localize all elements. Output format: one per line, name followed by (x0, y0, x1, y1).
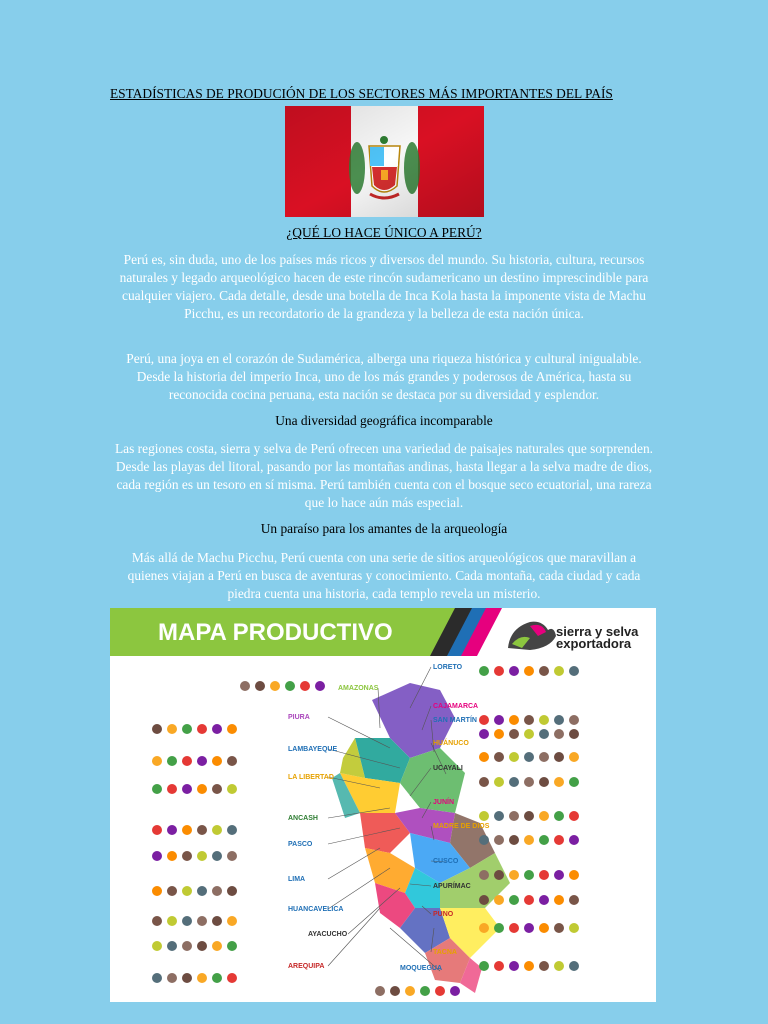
product-icon (182, 756, 192, 766)
geography-paragraph: Las regiones costa, sierra y selva de Perú ofrecen una variedad de paisajes naturales que sorprenden. Desde las playas del litoral, pasando por las montañas andinas, hasta llegar a la selva madre de dios, cada región es un tesoro en sí misma. Perú también cuenta con el bosque seco ecuatorial, una rareza que lo hace aún más especial. (114, 441, 653, 510)
region-label: JUNÍN (433, 799, 455, 806)
product-icon (569, 961, 579, 971)
product-icon (509, 666, 519, 676)
product-icon (167, 886, 177, 896)
product-icon (212, 784, 222, 794)
brand-line-2: exportadora (556, 636, 632, 651)
archaeology-paragraph: Más allá de Machu Picchu, Perú cuenta con una serie de sitios arqueológicos que maravillan a quienes viajan a Perú en busca de aventuras y conocimiento. Cada montaña, cada ciudad y cada piedra cuenta una historia, cada templo revela un misterio. (127, 550, 641, 601)
product-icon (167, 916, 177, 926)
product-icon (569, 923, 579, 933)
product-icon (182, 724, 192, 734)
product-icon (554, 811, 564, 821)
product-icon (479, 961, 489, 971)
product-icon (554, 777, 564, 787)
product-icon (524, 811, 534, 821)
product-icon (197, 851, 207, 861)
product-icon (479, 666, 489, 676)
region-label: APURÍMAC (433, 883, 471, 890)
product-icon (182, 916, 192, 926)
product-icon (539, 923, 549, 933)
product-icon (315, 681, 325, 691)
product-icon (300, 681, 310, 691)
product-icon (375, 986, 385, 996)
product-icon (212, 941, 222, 951)
product-icon (569, 811, 579, 821)
region-label: CUSCO (433, 858, 459, 865)
product-icon (197, 756, 207, 766)
product-icon (212, 825, 222, 835)
product-icon (524, 923, 534, 933)
product-icon (167, 784, 177, 794)
intro-paragraph-1: Perú es, sin duda, uno de los países más ricos y diversos del mundo. Su historia, cultura, recursos naturales y legado arqueológico hacen de este rincón sudamericano un destino imprescindible para cualquier viajero. Cada detalle, desde una botella de Inca Kola hasta la imponente vista de Machu Picchu, es un recordatorio de la grandeza y la belleza de esta nación única. (119, 252, 649, 321)
productive-map-image (110, 608, 656, 1002)
product-icon (152, 724, 162, 734)
region-label: AMAZONAS (338, 685, 379, 692)
product-icon (227, 756, 237, 766)
product-icon (494, 715, 504, 725)
product-icon (539, 777, 549, 787)
region-label: LA LIBERTAD (288, 774, 334, 781)
product-icon (479, 715, 489, 725)
product-icon (435, 986, 445, 996)
product-icon (167, 941, 177, 951)
product-icon (182, 784, 192, 794)
product-icon (167, 973, 177, 983)
product-icon (524, 729, 534, 739)
product-icon (167, 825, 177, 835)
product-icon (569, 870, 579, 880)
product-icon (227, 724, 237, 734)
region-label: CAJAMARCA (433, 703, 479, 710)
region-label: LIMA (288, 876, 306, 883)
product-icon (554, 752, 564, 762)
product-icon (227, 886, 237, 896)
product-icon (494, 811, 504, 821)
product-icon (554, 895, 564, 905)
product-icon (152, 886, 162, 896)
product-icon (152, 973, 162, 983)
page-title: ESTADÍSTICAS DE PRODUCIÓN DE LOS SECTORES MÁS IMPORTANTES DEL PAÍS (110, 86, 613, 101)
archaeology-heading: Un paraíso para los amantes de la arqueología (260, 521, 508, 536)
product-icon (554, 835, 564, 845)
product-icon (509, 715, 519, 725)
region-label: ANCASH (288, 815, 318, 822)
product-icon (212, 886, 222, 896)
region-label: MOQUEGUA (400, 965, 442, 972)
product-icon (152, 916, 162, 926)
product-icon (420, 986, 430, 996)
product-icon (240, 681, 250, 691)
product-icon (509, 961, 519, 971)
product-icon (524, 752, 534, 762)
product-icon (509, 811, 519, 821)
product-icon (212, 973, 222, 983)
section-subtitle: ¿QUÉ LO HACE ÚNICO A PERÚ? (286, 225, 482, 240)
product-icon (167, 851, 177, 861)
product-icon (524, 961, 534, 971)
product-icon (212, 756, 222, 766)
product-icon (227, 825, 237, 835)
product-icon (227, 784, 237, 794)
product-icon (152, 784, 162, 794)
product-icon (494, 923, 504, 933)
product-icon (479, 811, 489, 821)
region-label: SAN MARTÍN (433, 717, 477, 724)
product-icon (554, 715, 564, 725)
product-icon (450, 986, 460, 996)
product-icon (227, 973, 237, 983)
product-icon (524, 777, 534, 787)
product-icon (390, 986, 400, 996)
peru-flag-icon (285, 106, 484, 217)
product-icon (167, 756, 177, 766)
product-icon (479, 777, 489, 787)
product-icon (539, 729, 549, 739)
product-icon (197, 886, 207, 896)
product-icon (255, 681, 265, 691)
product-icon (167, 724, 177, 734)
product-icon (197, 825, 207, 835)
product-icon (182, 941, 192, 951)
product-icon (569, 666, 579, 676)
product-icon (554, 961, 564, 971)
product-icon (152, 941, 162, 951)
product-icon (539, 666, 549, 676)
product-icon (479, 835, 489, 845)
product-icon (494, 961, 504, 971)
region-label: LORETO (433, 664, 463, 671)
product-icon (494, 895, 504, 905)
intro-paragraph-2: Perú, una joya en el corazón de Sudamérica, alberga una riqueza histórica y cultural inigualable. Desde la historia del imperio Inca, uno de los más grandes y poderosos de América, hasta su reconocida cocina peruana, esta nación se destaca por su diversidad y esplendor. (126, 351, 642, 402)
brand-logo-icon (508, 622, 556, 650)
region-label: MADRE DE DIOS (433, 823, 490, 830)
product-icon (494, 752, 504, 762)
product-icon (524, 835, 534, 845)
product-icon (569, 777, 579, 787)
product-icon (182, 973, 192, 983)
product-icon (479, 870, 489, 880)
product-icon (569, 715, 579, 725)
product-icon (509, 835, 519, 845)
product-icon (405, 986, 415, 996)
product-icon (539, 715, 549, 725)
product-icon (539, 811, 549, 821)
product-icon (182, 825, 192, 835)
region-label: TACNA (433, 949, 457, 956)
region-label: HUÁNUCO (433, 740, 469, 747)
product-icon (494, 729, 504, 739)
product-icon (494, 835, 504, 845)
product-icon (554, 729, 564, 739)
product-icon (227, 916, 237, 926)
product-icon (509, 752, 519, 762)
product-icon (152, 851, 162, 861)
product-icon (554, 666, 564, 676)
product-icon (227, 851, 237, 861)
product-icon (539, 870, 549, 880)
region-label: LAMBAYEQUE (288, 746, 338, 753)
product-icon (509, 777, 519, 787)
product-icon (494, 666, 504, 676)
product-icon (212, 916, 222, 926)
product-icon (569, 752, 579, 762)
product-icon (569, 835, 579, 845)
region-label: PASCO (288, 841, 313, 848)
product-icon (285, 681, 295, 691)
product-icon (197, 724, 207, 734)
product-icon (197, 941, 207, 951)
region-label: AYACUCHO (308, 931, 348, 938)
product-icon (569, 729, 579, 739)
region-label: UCAYALI (433, 765, 463, 772)
product-icon (539, 895, 549, 905)
product-icon (479, 752, 489, 762)
region-label: PIURA (288, 714, 310, 721)
product-icon (197, 784, 207, 794)
map-title: MAPA PRODUCTIVO (158, 619, 393, 646)
product-icon (479, 729, 489, 739)
region-label: AREQUIPA (288, 963, 325, 970)
region-label: HUANCAVELICA (288, 906, 344, 913)
product-icon (212, 724, 222, 734)
product-icon (182, 886, 192, 896)
product-icon (509, 870, 519, 880)
product-icon (494, 777, 504, 787)
product-icon (509, 923, 519, 933)
product-icon (539, 835, 549, 845)
brand-line-1: sierra y selva (556, 624, 639, 639)
product-icon (539, 752, 549, 762)
product-icon (524, 870, 534, 880)
product-icon (569, 895, 579, 905)
product-icon (212, 851, 222, 861)
product-icon (524, 715, 534, 725)
product-icon (479, 895, 489, 905)
product-icon (197, 916, 207, 926)
product-icon (152, 825, 162, 835)
geography-heading: Una diversidad geográfica incomparable (275, 413, 493, 428)
product-icon (479, 923, 489, 933)
product-icon (509, 895, 519, 905)
product-icon (524, 895, 534, 905)
product-icon (554, 870, 564, 880)
product-icon (227, 941, 237, 951)
product-icon (152, 756, 162, 766)
product-icon (554, 923, 564, 933)
product-icon (539, 961, 549, 971)
product-icon (270, 681, 280, 691)
region-label: PUNO (433, 911, 454, 918)
product-icon (524, 666, 534, 676)
product-icon (182, 851, 192, 861)
product-icon (494, 870, 504, 880)
product-icon (197, 973, 207, 983)
product-icon (509, 729, 519, 739)
